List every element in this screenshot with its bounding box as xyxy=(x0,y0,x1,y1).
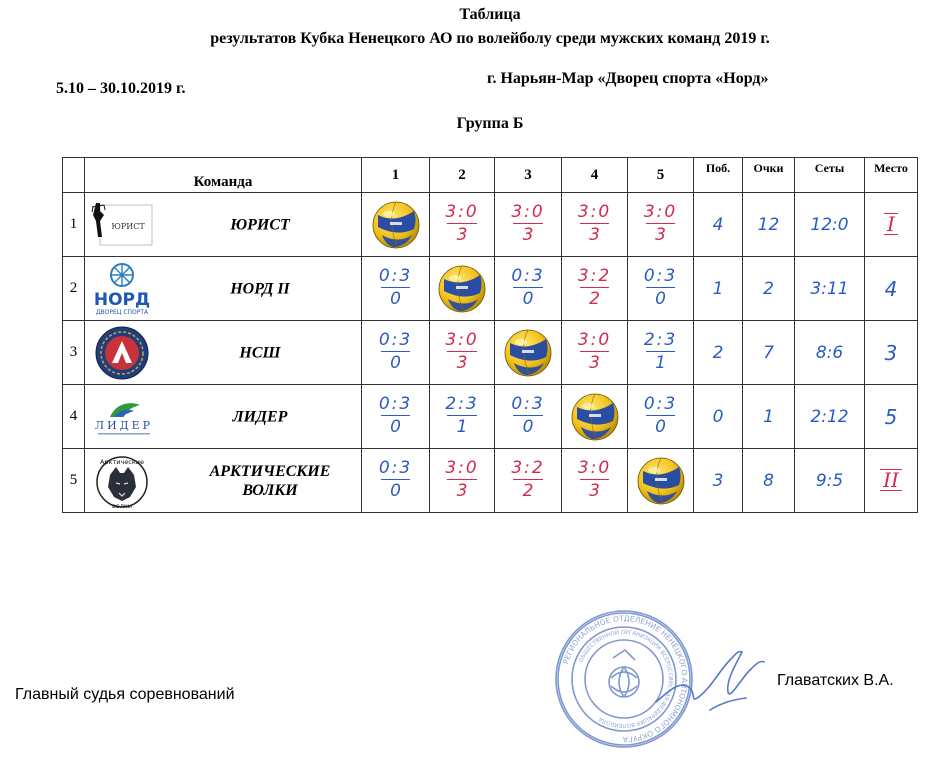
match-cell xyxy=(430,257,495,321)
match-points: 3 xyxy=(589,353,600,373)
match-points: 2 xyxy=(589,289,600,309)
points-cell xyxy=(743,321,795,385)
set-score: 0:3 xyxy=(378,266,413,286)
header-wins: Поб. xyxy=(694,158,743,193)
svg-text:ОБЩЕСТВЕННОЙ ОРГАНИЗАЦИИ ВСЕРО: ОБЩЕСТВЕННОЙ ОРГАНИЗАЦИИ ВСЕРОССИЙСКАЯ ФЕДЕРАЦИЯ ВОЛЕЙБОЛА xyxy=(578,629,674,729)
match-cell xyxy=(495,321,562,385)
volleyball-icon xyxy=(571,393,619,441)
match-score xyxy=(511,460,544,500)
match-score xyxy=(445,332,478,372)
score-divider xyxy=(580,351,609,352)
match-cell xyxy=(495,385,562,449)
match-points: 3 xyxy=(522,225,534,245)
match-cell xyxy=(362,257,430,321)
table-row xyxy=(63,257,918,321)
set-score: 3:0 xyxy=(577,330,612,350)
header-opp-1: 1 xyxy=(362,158,430,193)
team-cell xyxy=(85,321,362,385)
team-cell xyxy=(85,449,362,513)
table-row xyxy=(63,385,918,449)
match-score xyxy=(644,268,677,308)
results-table xyxy=(62,157,918,513)
set-score: 0:3 xyxy=(378,458,413,478)
volleyball-icon xyxy=(504,329,552,377)
match-cell xyxy=(362,385,430,449)
header-place: Место xyxy=(865,158,918,193)
match-score xyxy=(578,268,611,308)
points-cell xyxy=(743,449,795,513)
match-score xyxy=(379,396,412,436)
score-divider xyxy=(580,223,609,224)
score-divider xyxy=(447,479,476,480)
match-cell xyxy=(430,385,495,449)
score-divider xyxy=(381,351,410,352)
set-score: 3:0 xyxy=(577,202,612,222)
wins-cell xyxy=(694,193,743,257)
match-points: 3 xyxy=(589,481,600,501)
table-row xyxy=(63,449,918,513)
score-divider xyxy=(513,223,542,224)
points-cell xyxy=(743,193,795,257)
table-row xyxy=(63,321,918,385)
match-cell xyxy=(562,449,628,513)
table-header-row xyxy=(63,158,918,193)
points-cell xyxy=(743,257,795,321)
team-logo-nord xyxy=(90,261,154,317)
sets-cell-value: 3:11 xyxy=(810,278,849,299)
match-cell xyxy=(430,449,495,513)
score-divider xyxy=(513,287,542,288)
sets-cell xyxy=(795,449,865,513)
score-divider xyxy=(513,415,542,416)
row-number: 3 xyxy=(63,321,85,385)
team-logo-wolves xyxy=(90,453,154,509)
score-divider xyxy=(381,287,410,288)
match-cell xyxy=(562,257,628,321)
place-value: I xyxy=(884,213,898,235)
row-number: 2 xyxy=(63,257,85,321)
match-score xyxy=(644,396,677,436)
points-cell-value: 7 xyxy=(763,342,774,363)
header-opp-2: 2 xyxy=(430,158,495,193)
team-name: НОРД II xyxy=(230,280,290,297)
match-points: 2 xyxy=(522,481,534,501)
place-value: II xyxy=(880,469,902,491)
match-points: 0 xyxy=(390,481,401,501)
team-logo-text: ЛИДЕР xyxy=(94,418,154,432)
set-score: 3:0 xyxy=(445,202,479,222)
set-score: 3:2 xyxy=(577,266,612,286)
match-points: 0 xyxy=(390,353,401,373)
wins-cell-value: 0 xyxy=(712,406,724,427)
signature-icon xyxy=(650,640,770,720)
wins-cell-value: 2 xyxy=(712,342,724,363)
match-points: 3 xyxy=(456,481,468,501)
team-logo-lider xyxy=(90,389,154,445)
volleyball-icon xyxy=(372,201,420,249)
place-value: 3 xyxy=(884,340,898,365)
header-opp-4: 4 xyxy=(562,158,628,193)
set-score: 3:0 xyxy=(643,202,678,222)
header-num xyxy=(63,158,85,193)
set-score: 3:0 xyxy=(445,330,479,350)
match-cell xyxy=(628,257,694,321)
sets-cell-value: 8:6 xyxy=(815,342,844,363)
event-dates: 5.10 – 30.10.2019 г. xyxy=(56,80,186,97)
volleyball-icon xyxy=(438,265,486,313)
place-cell xyxy=(865,193,918,257)
match-score xyxy=(511,396,544,436)
match-points: 3 xyxy=(456,353,468,373)
set-score: 0:3 xyxy=(378,394,413,414)
sets-cell-value: 9:5 xyxy=(815,470,844,491)
chief-judge-label: Главный судья соревнований xyxy=(15,686,235,703)
match-score xyxy=(445,460,478,500)
match-cell xyxy=(362,193,430,257)
set-score: 0:3 xyxy=(643,266,678,286)
score-divider xyxy=(646,223,675,224)
match-points: 3 xyxy=(456,225,468,245)
score-divider xyxy=(646,415,675,416)
team-name-line: ВОЛКИ xyxy=(242,481,298,499)
set-score: 0:3 xyxy=(511,266,545,286)
team-logo-subtext: волки xyxy=(111,501,133,509)
match-score xyxy=(578,460,611,500)
team-logo-nssh xyxy=(90,325,154,381)
match-points: 3 xyxy=(589,225,600,245)
score-divider xyxy=(513,479,542,480)
doc-subtitle: результатов Кубка Ненецкого АО по волейболу среди мужских команд 2019 г. xyxy=(210,30,770,47)
set-score: 3:2 xyxy=(511,458,545,478)
match-points: 0 xyxy=(522,417,534,437)
team-name-line: АРКТИЧЕСКИЕ xyxy=(209,462,331,480)
row-number: 5 xyxy=(63,449,85,513)
volleyball-icon xyxy=(637,457,685,505)
match-cell xyxy=(628,385,694,449)
points-cell-value: 12 xyxy=(757,214,780,235)
team-logo-text: ЮРИСТ xyxy=(111,221,145,231)
place-value: 4 xyxy=(884,276,898,301)
table-row xyxy=(63,193,918,257)
wins-cell-value: 1 xyxy=(712,278,724,299)
points-cell-value: 8 xyxy=(763,470,774,491)
match-cell xyxy=(562,321,628,385)
header-team: Команда xyxy=(85,158,362,193)
group-title: Группа Б xyxy=(456,115,524,132)
score-divider xyxy=(447,415,476,416)
score-divider xyxy=(580,479,609,480)
sets-cell-value: 12:0 xyxy=(810,214,849,235)
set-score: 2:3 xyxy=(643,330,678,350)
match-points: 1 xyxy=(456,417,468,437)
sets-cell-value: 2:12 xyxy=(810,406,849,427)
wins-cell xyxy=(694,321,743,385)
score-divider xyxy=(447,351,476,352)
header-opp-5: 5 xyxy=(628,158,694,193)
points-cell-value: 1 xyxy=(763,406,774,427)
match-cell xyxy=(628,193,694,257)
match-cell xyxy=(495,449,562,513)
svg-text:РЕГИОНАЛЬНОЕ ОТДЕЛЕНИЕ НЕНЕЦКО: РЕГИОНАЛЬНОЕ ОТДЕЛЕНИЕ НЕНЕЦКОГО АВТОНОМНОГО ОКРУГА xyxy=(561,613,690,745)
match-points: 0 xyxy=(522,289,534,309)
match-cell xyxy=(430,321,495,385)
place-cell xyxy=(865,449,918,513)
match-points: 3 xyxy=(655,225,666,245)
set-score: 0:3 xyxy=(378,330,413,350)
match-points: 0 xyxy=(390,417,401,437)
match-score xyxy=(379,268,412,308)
header-opp-3: 3 xyxy=(495,158,562,193)
team-logo-text: Арктические xyxy=(99,457,145,466)
points-cell xyxy=(743,385,795,449)
match-score xyxy=(578,332,611,372)
team-cell xyxy=(85,385,362,449)
team-cell xyxy=(85,193,362,257)
score-divider xyxy=(646,351,675,352)
match-score xyxy=(379,332,412,372)
match-cell xyxy=(562,385,628,449)
set-score: 0:3 xyxy=(511,394,545,414)
place-cell xyxy=(865,321,918,385)
event-place: г. Нарьян-Мар «Дворец спорта «Норд» xyxy=(487,70,769,87)
match-cell xyxy=(495,193,562,257)
match-score xyxy=(445,204,478,244)
match-cell xyxy=(628,449,694,513)
match-score xyxy=(511,204,544,244)
points-cell-value: 2 xyxy=(763,278,774,299)
score-divider xyxy=(381,479,410,480)
team-name: НСШ xyxy=(239,344,281,361)
score-divider xyxy=(646,287,675,288)
match-cell xyxy=(362,321,430,385)
score-divider xyxy=(447,223,476,224)
team-logo-yurist xyxy=(90,197,154,253)
match-cell xyxy=(628,321,694,385)
match-score xyxy=(644,332,677,372)
set-score: 0:3 xyxy=(643,394,678,414)
wins-cell-value: 3 xyxy=(712,470,724,491)
place-cell xyxy=(865,257,918,321)
match-points: 0 xyxy=(655,289,666,309)
wins-cell xyxy=(694,385,743,449)
match-score xyxy=(511,268,544,308)
score-divider xyxy=(381,415,410,416)
team-name xyxy=(185,462,355,500)
match-cell xyxy=(495,257,562,321)
score-divider xyxy=(580,287,609,288)
match-cell xyxy=(430,193,495,257)
match-score xyxy=(379,460,412,500)
chief-judge-name: Главатских В.А. xyxy=(777,672,894,689)
place-cell xyxy=(865,385,918,449)
team-logo-subtext: ДВОРЕЦ СПОРТА xyxy=(95,308,149,316)
doc-title: Таблица xyxy=(459,6,521,23)
sets-cell xyxy=(795,385,865,449)
match-score xyxy=(578,204,611,244)
row-number: 1 xyxy=(63,193,85,257)
header-points: Очки xyxy=(743,158,795,193)
sets-cell xyxy=(795,193,865,257)
wins-cell-value: 4 xyxy=(712,214,724,235)
sets-cell xyxy=(795,321,865,385)
header-sets: Сеты xyxy=(795,158,865,193)
match-points: 1 xyxy=(655,353,666,373)
place-value: 5 xyxy=(884,404,898,429)
match-cell xyxy=(362,449,430,513)
team-name: ЛИДЕР xyxy=(232,408,288,425)
set-score: 3:0 xyxy=(445,458,479,478)
team-name: ЮРИСТ xyxy=(230,216,290,233)
team-logo-text: НОРД xyxy=(93,289,151,310)
set-score: 3:0 xyxy=(511,202,545,222)
sets-cell xyxy=(795,257,865,321)
set-score: 2:3 xyxy=(445,394,479,414)
row-number: 4 xyxy=(63,385,85,449)
set-score: 3:0 xyxy=(577,458,612,478)
team-cell xyxy=(85,257,362,321)
match-score xyxy=(644,204,677,244)
match-points: 0 xyxy=(390,289,401,309)
match-points: 0 xyxy=(655,417,666,437)
wins-cell xyxy=(694,449,743,513)
match-score xyxy=(445,396,478,436)
wins-cell xyxy=(694,257,743,321)
match-cell xyxy=(562,193,628,257)
